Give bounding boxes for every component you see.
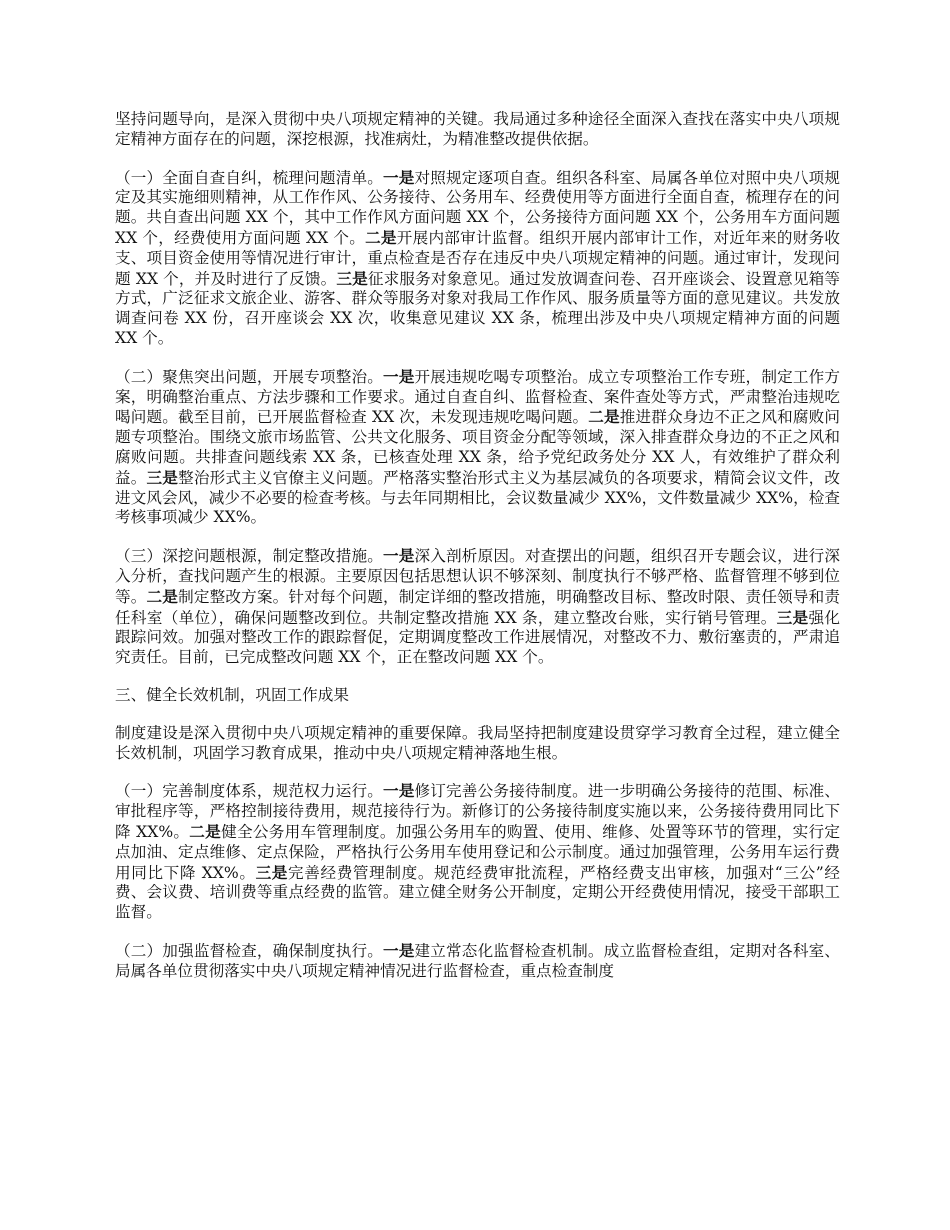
bold-marker-second: 二是 (588, 407, 620, 427)
system-improvement-paragraph (115, 781, 840, 923)
para-text: 建立常态化监督检查机制。成立监督检查组，定期对各科室、局属各单位贯彻落实中央八项规定精神情况进行监督检查，重点检查制度 (115, 941, 840, 980)
root-cause-paragraph (115, 546, 840, 668)
bold-marker-first: 一是 (382, 167, 415, 187)
bold-marker-third: 三是 (776, 607, 809, 627)
para-text: 制定整改方案。针对每个问题，制定详细的整改措施，明确整改目标、整改时限、责任领导和责任科室（单位），确保问题整改到位。共制定整改措施 XX 条，建立整改台账，实行销号管理。 (115, 587, 840, 627)
bold-marker-second: 二是 (189, 821, 222, 841)
para-text: 健全公务用车管理制度。加强公务用车的购置、使用、维修、处置等环节的管理，实行定点加油、定点维修、定点保险，严格执行公务用车使用登记和公示制度。通过加强管理，公务用车运行费用同比下降 XX%。 (115, 822, 840, 882)
bold-marker-third: 三是 (146, 467, 179, 487)
para-text: 整治形式主义官僚主义问题。严格落实整治形式主义为基层减负的各项要求，精简会议文件，改进文风会风，减少不必要的检查考核。与去年同期相比，会议数量减少 XX%，文件数量减少 XX%，检查考核事项减少 XX%。 (115, 468, 840, 527)
intro-paragraph (115, 110, 840, 150)
bold-marker-third: 三是 (336, 268, 368, 288)
para-heading: （二）聚焦突出问题，开展专项整治。 (115, 367, 383, 386)
para-text: 强化跟踪问效。加强对整改工作的跟踪督促，定期调度整改工作进展情况，对整改不力、敷衍塞责的，严肃追究责任。目前，已完成整改问题 XX 个，正在整改问题 XX 个。 (115, 608, 840, 667)
para-text: 对照规定逐项自查。组织各科室、局属各单位对照中央八项规定及其实施细则精神，从工作作风、公务接待、公务用车、经费使用等方面进行全面自查，梳理存在的问题。共自查出问题 XX 个，其中工作作风方面问题 XX 个，公务接待方面问题 XX 个，公务用车方面问题 XX 个，经费使用方面问题 XX 个。 (115, 168, 840, 247)
para-heading: （二）加强监督检查，确保制度执行。 (115, 941, 383, 960)
section-heading (115, 686, 840, 706)
bold-marker-first: 一是 (382, 940, 415, 960)
bold-marker-second: 二是 (146, 586, 179, 606)
para-text: 完善经费管理制度。规范经费审批流程，严格经费支出审核，加强对“三公”经费、会议费、培训费等重点经费的监管。建立健全财务公开制度，定期公开经费使用情况，接受干部职工监督。 (115, 863, 840, 922)
para-text: 修订完善公务接待制度。进一步明确公务接待的范围、标准、审批程序等，严格控制接待费用，规范接待行为。新修订的公务接待制度实施以来，公务接待费用同比下降 XX%。 (115, 782, 840, 841)
institution-building-paragraph (115, 724, 840, 764)
supervision-paragraph (115, 941, 840, 982)
para-text: 推进群众身边不正之风和腐败问题专项整治。围绕文旅市场监管、公共文化服务、项目资金分配等领域，深入排查群众身边的不正之风和腐败问题。共排查问题线索 XX 条，已核查处理 XX 条，给予党纪政务处分 XX 人，有效维护了群众利益。 (115, 408, 840, 487)
para-text: 制度建设是深入贯彻中央八项规定精神的重要保障。我局坚持把制度建设贯穿学习教育全过程，建立健全长效机制，巩固学习教育成果，推动中央八项规定精神落地生根。 (115, 723, 840, 762)
bold-marker-first: 一是 (382, 546, 415, 566)
self-inspection-paragraph (115, 168, 840, 349)
para-text: 深入剖析原因。对查摆出的问题，组织召开专题会议，进行深入分析，查找问题产生的根源。主要原因包括思想认识不够深刻、制度执行不够严格、监督管理不够到位等。 (115, 547, 840, 606)
bold-marker-second: 二是 (365, 227, 397, 247)
para-heading: （一）完善制度体系，规范权力运行。 (115, 782, 383, 801)
special-rectification-paragraph (115, 367, 840, 528)
para-heading: （一）全面自查自纠，梳理问题清单。 (115, 168, 383, 187)
para-text: 征求服务对象意见。通过发放调查问卷、召开座谈会、设置意见箱等方式，广泛征求文旅企业、游客、群众等服务对象对我局工作作风、服务质量等方面的意见建议。共发放调查问卷 XX 份，召开座谈会 XX 次，收集意见建议 XX 条，梳理出涉及中央八项规定精神方面的问题 XX 个。 (115, 269, 840, 347)
bold-marker-first: 一是 (382, 781, 415, 801)
intro-text: 坚持问题导向，是深入贯彻中央八项规定精神的关键。我局通过多种途径全面深入查找在落实中央八项规定精神方面存在的问题，深挖根源，找准病灶，为精准整改提供依据。 (115, 110, 840, 148)
para-heading: （三）深挖问题根源，制定整改措施。 (115, 547, 383, 566)
bold-marker-third: 三是 (255, 862, 289, 882)
section-heading-text: 三、健全长效机制，巩固工作成果 (115, 685, 349, 704)
para-text: 开展违规吃喝专项整治。成立专项整治工作专班，制定工作方案，明确整治重点、方法步骤和工作要求。通过自查自纠、监督检查、案件查处等方式，严肃整治违规吃喝问题。截至目前，已开展监督检查 XX 次，未发现违规吃喝问题。 (115, 367, 840, 427)
bold-marker-first: 一是 (382, 366, 415, 386)
para-text: 开展内部审计监督。组织开展内部审计工作，对近年来的财务收支、项目资金使用等情况进行审计，重点检查是否存在违反中央八项规定精神的问题。通过审计，发现问题 XX 个，并及时进行了反馈。 (115, 228, 840, 288)
document-body (115, 110, 840, 999)
